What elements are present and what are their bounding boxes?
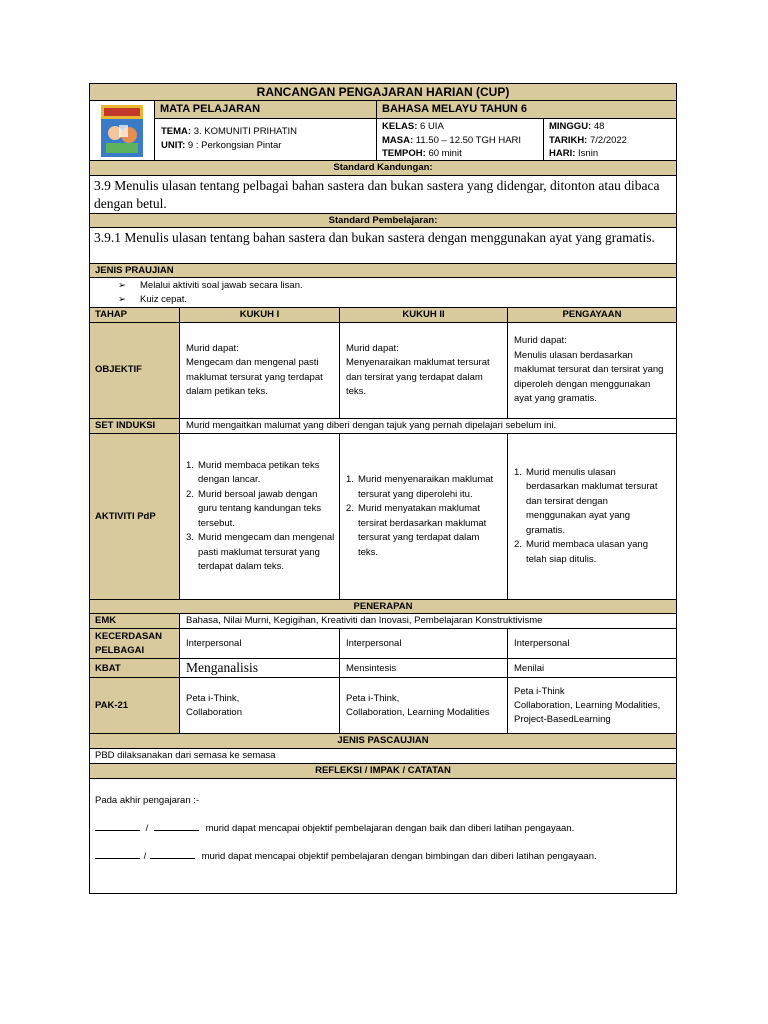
kbat-pengayaan: Menilai [514,662,545,674]
kelas-value: 6 UIA [420,121,444,132]
blank-field[interactable] [150,851,195,859]
subject-title: BAHASA MELAYU TAHUN 6 [377,101,676,119]
kbat-kukuh-2: Mensintesis [340,659,508,677]
kecerdasan-kukuh-2: Interpersonal [340,629,508,658]
aktiviti-row [90,434,676,600]
pak21-row [90,678,676,734]
objektif-kukuh-1: Murid dapat: Mengecam dan mengenal pasti maklumat tersurat yang terdapat dalam petikan teks. [180,323,340,418]
refleksi-body [90,779,676,893]
refleksi-line-2 [95,851,597,862]
textbook-cover-image [101,105,143,157]
standard-pembelajaran-text: 3.9.1 Menulis ulasan tentang bahan sastera dan bukan sastera dengan menggunakan ayat yang gramatis. [90,228,676,264]
pak21-kukuh-2: Peta i-Think, Collaboration, Learning Modalities [340,678,508,733]
emk-label: EMK [90,614,180,628]
set-induksi-text: Murid mengaitkan malumat yang diberi dengan tajuk yang pernah dipelajari sebelum ini. [186,420,557,431]
minggu-value: 48 [593,121,605,132]
tarikh-value: 7/2/2022 [589,134,627,146]
lesson-plan-document [89,83,677,894]
blank-field[interactable] [154,823,199,831]
set-induksi-label: SET INDUKSI [90,419,180,433]
item-text: Murid menyenaraikan maklumat tersurat yang diperolehi itu. [358,474,494,500]
kecerdasan-pengayaan: Interpersonal [514,638,570,649]
kelas-label: KELAS: [382,121,418,132]
jenis-praujian-label: JENIS PRAUJIAN [95,265,174,276]
objektif-row [90,323,676,419]
list-item [340,473,501,502]
blank-field[interactable] [95,823,140,831]
list-item [180,459,335,488]
aktiviti-label: AKTIVITI PdP [90,434,180,599]
pak21-kukuh-1: Peta i-Think, Collaboration [180,678,340,733]
tempoh-value: 60 minit [428,148,462,159]
refleksi-line-1-text: murid dapat mencapai objektif pembelajaran dengan baik dan diberi latihan pengayaan. [205,823,575,834]
item-number: 1. [514,466,522,478]
refleksi-header: REFLEKSI / IMPAK / CATATAN [90,764,676,779]
jenis-praujian-header [90,264,676,278]
pak21-label: PAK-21 [90,678,180,733]
item-number: 2. [346,503,354,514]
tema-label: TEMA: [161,126,192,137]
kecerdasan-kukuh-1: Interpersonal [180,629,340,658]
item-text: Murid membaca ulasan yang telah siap ditulis. [526,539,648,565]
tempoh-label: TEMPOH: [382,148,426,159]
aktiviti-pengayaan [508,434,676,599]
praujian-list [90,278,676,308]
praujian-item-1: Melalui aktiviti soal jawab secara lisan. [140,280,303,291]
list-item [340,502,501,560]
item-number: 2. [186,488,194,500]
aktiviti-kukuh-1 [180,434,340,599]
hari-label: HARI: [549,148,576,159]
kbat-label: KBAT [90,659,180,677]
item-text: Murid menulis ulasan berdasarkan maklumat tersurat dan tersirat dengan menggunakan ayat yang gramatis. [526,466,658,536]
slash-separator: / [145,823,149,834]
emk-row [90,614,676,629]
column-kukuh-1: KUKUH I [180,308,340,322]
item-number: 3. [186,532,194,543]
kbat-row [90,659,676,678]
tahap-label: TAHAP [90,308,180,322]
jenis-pascaujian-header: JENIS PASCAUJIAN [90,734,676,749]
list-item [180,531,335,575]
item-number: 1. [186,459,194,471]
aktiviti-kukuh-2 [340,434,508,599]
hari-value: Isnin [578,148,599,159]
list-item [118,279,676,293]
refleksi-intro: Pada akhir pengajaran :- [95,795,200,806]
item-number: 2. [514,539,522,551]
kecerdasan-row [90,629,676,659]
penerapan-header: PENERAPAN [90,600,676,614]
standard-kandungan-text: 3.9 Menulis ulasan tentang pelbagai bahan sastera dan bukan sastera yang didengar, ditonton atau dibaca dengan betul. [90,176,676,214]
mata-pelajaran-label: MATA PELAJARAN [155,101,376,119]
unit-value: 9 : Perkongsian Pintar [187,140,282,151]
kecerdasan-label: KECERDASAN PELBAGAI [90,629,180,658]
list-item [508,466,668,539]
column-pengayaan: PENGAYAAN [562,309,622,320]
refleksi-line-1 [95,823,574,834]
tema-value: 3. KOMUNITI PRIHATIN [193,126,297,137]
column-kukuh-2: KUKUH II [340,308,508,322]
book-cover-cell [90,101,155,160]
blank-field[interactable] [95,851,140,859]
set-induksi-row [90,419,676,434]
kbat-kukuh-1: Menganalisis [180,659,340,677]
minggu-label: MINGGU: [549,121,592,132]
list-item [508,538,668,567]
item-text: Murid bersoal jawab dengan guru tentang kandungan teks tersebut. [198,488,322,529]
item-text: Murid mengecam dan mengenal pasti maklumat tersurat yang terdapat dalam teks. [198,532,335,572]
objektif-pengayaan: Murid dapat: Menulis ulasan berdasarkan maklumat tersurat dan tersirat yang diperoleh dengan menggunakan ayat yang gramatis. [514,335,664,405]
arrow-bullet-icon: ➢ [118,280,126,291]
slash-separator: / [143,851,147,862]
list-item [118,293,676,307]
refleksi-line-2-text: murid dapat mencapai objektif pembelajaran dengan bimbingan dan diberi latihan pengayaan. [201,851,597,862]
list-item [180,488,335,532]
item-number: 1. [346,474,354,485]
standard-kandungan-header: Standard Kandungan: [90,161,676,176]
praujian-item-2: Kuiz cepat. [140,294,187,305]
pak21-pengayaan: Peta i-Think Collaboration, Learning Modalities, Project-BasedLearning [514,685,661,725]
objektif-kukuh-2: Murid dapat: Menyenaraikan maklumat tersurat dan tersirat yang terdapat dalam teks. [340,323,508,418]
tahap-header-row [90,308,676,323]
pascaujian-text: PBD dilaksanakan dari semasa ke semasa [90,749,676,764]
masa-value: 11.50 – 12.50 TGH HARI [415,134,522,146]
tarikh-label: TARIKH: [549,134,588,146]
objektif-label: OBJEKTIF [90,323,180,418]
standard-pembelajaran-header: Standard Pembelajaran: [90,214,676,228]
arrow-bullet-icon: ➢ [118,294,126,305]
document-title: RANCANGAN PENGAJARAN HARIAN (CUP) [90,84,676,101]
item-text: Murid membaca petikan teks dengan lancar. [198,459,320,485]
item-text: Murid menyatakan maklumat tersirat berdasarkan maklumat tersurat yang terdapat dalam teks. [358,503,487,558]
emk-text: Bahasa, Nilai Murni, Kegigihan, Kreativiti dan Inovasi, Pembelajaran Konstruktivisme [186,615,543,626]
unit-label: UNIT: [161,140,186,151]
masa-label: MASA: [382,134,414,146]
